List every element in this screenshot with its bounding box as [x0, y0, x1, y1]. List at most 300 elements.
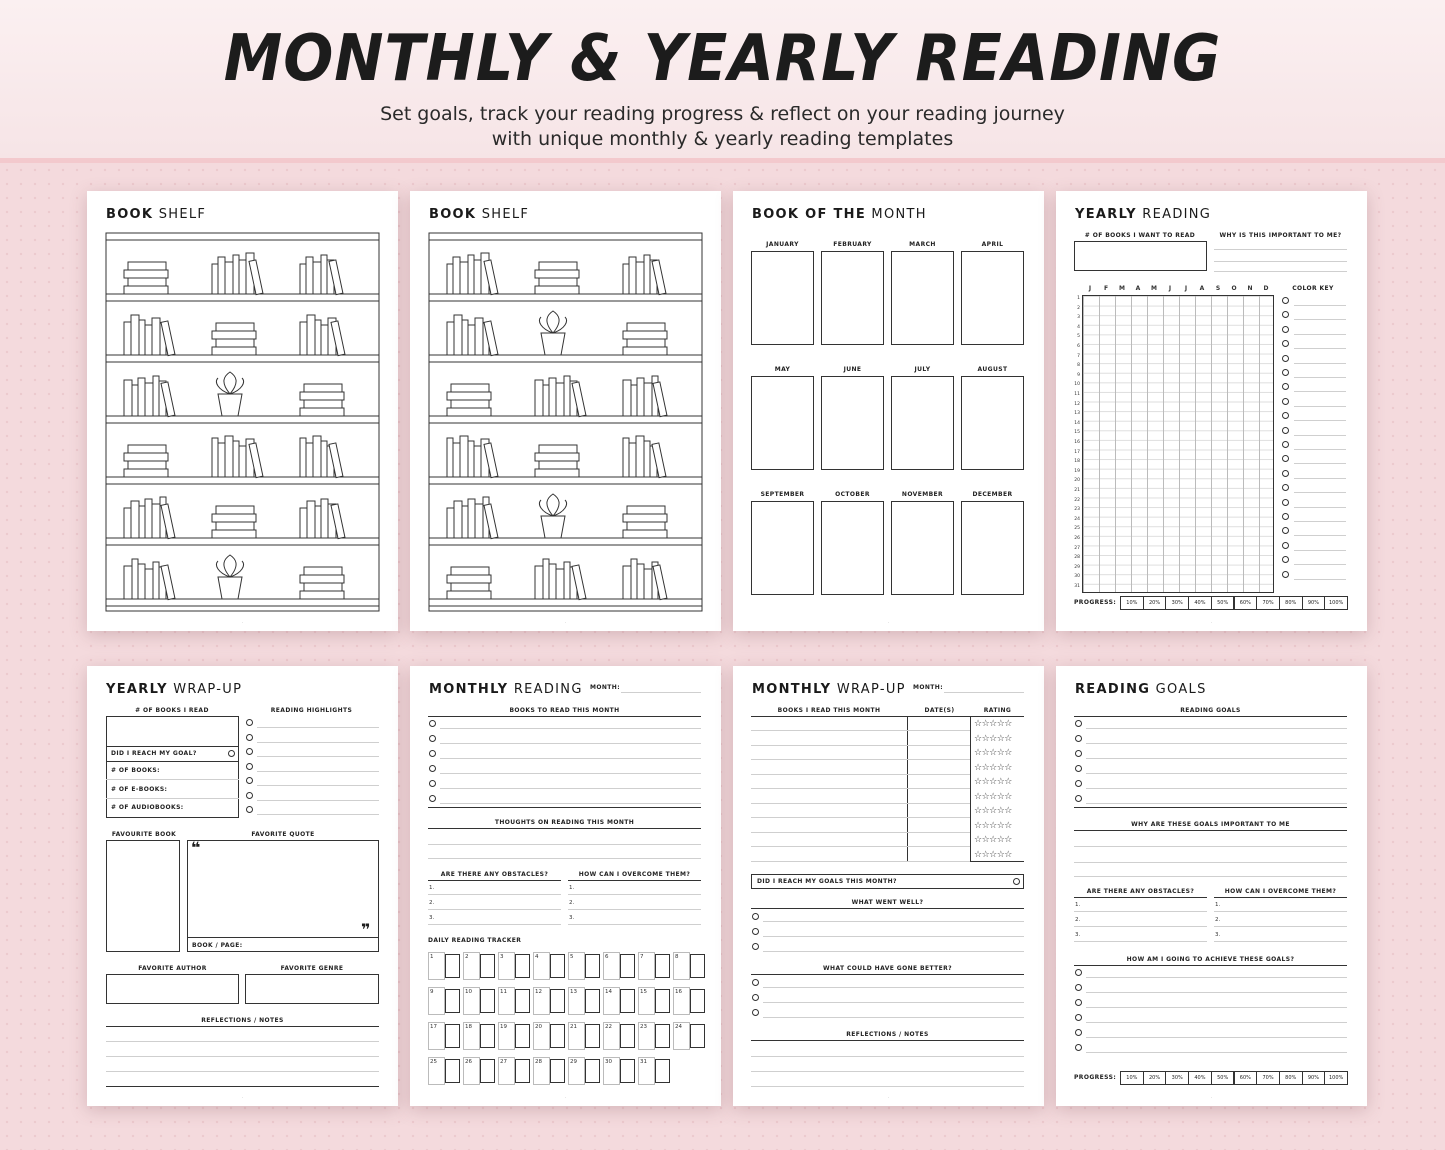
- day-box[interactable]: [515, 1024, 530, 1048]
- to-read-line[interactable]: [440, 773, 701, 774]
- book-row-line[interactable]: [751, 861, 970, 862]
- went-well-circle[interactable]: [752, 913, 759, 920]
- day-box[interactable]: [550, 1059, 565, 1083]
- color-key-circle[interactable]: [1282, 455, 1289, 462]
- book-spine: [564, 562, 570, 599]
- went-well-circle[interactable]: [752, 943, 759, 950]
- book-spine: [131, 315, 139, 355]
- color-key-circle[interactable]: [1282, 542, 1289, 549]
- highlight-line[interactable]: [257, 742, 379, 743]
- achieve-circle[interactable]: [1075, 1029, 1082, 1036]
- shelf-board: [429, 355, 702, 362]
- numbered-line[interactable]: [1214, 926, 1347, 927]
- progress-cell[interactable]: 60%: [1234, 596, 1258, 610]
- goal-circle[interactable]: [1075, 720, 1082, 727]
- goal-circle[interactable]: [1075, 780, 1082, 787]
- color-key-circle[interactable]: [1282, 571, 1289, 578]
- rating-stars-icon[interactable]: ☆☆☆☆☆: [974, 719, 1012, 729]
- goal-line[interactable]: [1086, 773, 1347, 774]
- color-key-circle[interactable]: [1282, 340, 1289, 347]
- book-spine: [475, 318, 483, 355]
- day-box[interactable]: [620, 1024, 635, 1048]
- went-well-circle[interactable]: [752, 928, 759, 935]
- stacked-book: [304, 567, 342, 575]
- rating-stars-icon[interactable]: ☆☆☆☆☆: [974, 820, 1012, 831]
- book-row-line[interactable]: [751, 846, 970, 847]
- book-spine: [454, 501, 462, 538]
- book-row-line[interactable]: [751, 817, 970, 818]
- progress-cell[interactable]: 70%: [1256, 1071, 1280, 1085]
- goal-line[interactable]: [1086, 788, 1347, 789]
- reflection-line[interactable]: [751, 1056, 1024, 1057]
- progress-cell[interactable]: 10%: [1120, 596, 1144, 610]
- highlight-line[interactable]: [257, 756, 379, 757]
- reflection-line[interactable]: [751, 1086, 1024, 1087]
- progress-cell[interactable]: 90%: [1302, 596, 1326, 610]
- numbered-line[interactable]: [1074, 941, 1207, 942]
- numbered-line[interactable]: [568, 909, 701, 910]
- progress-cell[interactable]: 60%: [1234, 1071, 1258, 1085]
- book-row-line[interactable]: [751, 730, 970, 731]
- subtitle: [0, 102, 1445, 152]
- fav-quote-box[interactable]: [187, 840, 379, 952]
- highlight-circle[interactable]: [246, 792, 253, 799]
- highlight-circle[interactable]: [246, 748, 253, 755]
- book-row-line[interactable]: [751, 774, 970, 775]
- highlight-line[interactable]: [257, 771, 379, 772]
- day-box[interactable]: [550, 954, 565, 978]
- day-number: 9: [430, 989, 434, 995]
- color-key-circle[interactable]: [1282, 311, 1289, 318]
- book-spine: [315, 320, 321, 355]
- color-key-line[interactable]: [1294, 406, 1346, 407]
- day-cell: [498, 952, 515, 980]
- color-key-line[interactable]: [1294, 377, 1346, 378]
- gone-better-line[interactable]: [763, 987, 1024, 988]
- book-spine: [474, 260, 481, 294]
- month-book-box[interactable]: [751, 251, 814, 345]
- day-number: 29: [1074, 564, 1080, 570]
- rating-stars-icon[interactable]: ☆☆☆☆☆: [974, 762, 1012, 773]
- goal-line[interactable]: [1086, 728, 1347, 729]
- achieve-line[interactable]: [1086, 1022, 1347, 1023]
- book-spine: [556, 383, 564, 416]
- day-cell: [638, 987, 655, 1015]
- stacked-book: [212, 514, 256, 522]
- day-box[interactable]: [585, 954, 600, 978]
- progress-cell[interactable]: 90%: [1302, 1071, 1326, 1085]
- achieve-line[interactable]: [1086, 977, 1347, 978]
- day-cell: [428, 1022, 445, 1050]
- numbered-line[interactable]: [568, 894, 701, 895]
- highlight-line[interactable]: [257, 800, 379, 801]
- day-box[interactable]: [480, 1024, 495, 1048]
- went-well-line[interactable]: [763, 921, 1024, 922]
- day-number: 8: [675, 954, 679, 960]
- divider: [428, 828, 701, 829]
- color-key-circle[interactable]: [1282, 470, 1289, 477]
- reflection-line[interactable]: [751, 1071, 1024, 1072]
- day-box[interactable]: [655, 1024, 670, 1048]
- rating-stars-icon[interactable]: ☆☆☆☆☆: [974, 748, 1012, 758]
- color-key-line[interactable]: [1294, 564, 1346, 565]
- bookshelf-illustration: [87, 191, 398, 631]
- numbered-line[interactable]: [428, 909, 561, 910]
- month-field[interactable]: [944, 692, 1024, 693]
- achieve-line[interactable]: [1086, 1007, 1347, 1008]
- to-read-label: BOOKS TO READ THIS MONTH: [509, 707, 620, 714]
- book-spine: [535, 566, 543, 599]
- month-book-box[interactable]: [821, 501, 884, 595]
- rating-stars-icon[interactable]: ☆☆☆☆☆: [974, 777, 1012, 787]
- rating-stars-icon[interactable]: ☆☆☆☆☆: [974, 791, 1012, 802]
- month-book-box[interactable]: [821, 376, 884, 470]
- day-cell: [603, 1057, 620, 1085]
- reflection-line[interactable]: [106, 1071, 379, 1072]
- day-number: 30: [1074, 574, 1080, 580]
- writing-line[interactable]: [1074, 876, 1347, 877]
- writing-line[interactable]: [1214, 261, 1347, 262]
- highlight-circle[interactable]: [246, 777, 253, 784]
- day-box[interactable]: [585, 1024, 600, 1048]
- highlight-circle[interactable]: [246, 763, 253, 770]
- writing-line[interactable]: [1074, 846, 1347, 847]
- fav-genre-label: FAVORITE GENRE: [280, 965, 344, 972]
- day-box[interactable]: [445, 954, 460, 978]
- achieve-circle[interactable]: [1075, 1014, 1082, 1021]
- color-key-line[interactable]: [1294, 348, 1346, 349]
- number-label: 1.: [1075, 902, 1081, 908]
- day-box[interactable]: [690, 954, 705, 978]
- day-cell: [603, 952, 620, 980]
- writing-line[interactable]: [106, 779, 239, 780]
- day-cell: [568, 952, 585, 980]
- writing-line[interactable]: [106, 798, 239, 799]
- day-box[interactable]: [515, 989, 530, 1013]
- gone-better-circle[interactable]: [752, 994, 759, 1001]
- achieve-line[interactable]: [1086, 992, 1347, 993]
- num-books-label: # OF BOOKS:: [111, 767, 160, 774]
- day-box[interactable]: [690, 1024, 705, 1048]
- goal-line[interactable]: [1086, 743, 1347, 744]
- book-spine: [321, 325, 328, 355]
- number-label: 1.: [429, 885, 435, 891]
- month-book-box[interactable]: [961, 251, 1024, 345]
- achieve-circle[interactable]: [1075, 984, 1082, 991]
- book-spine: [549, 378, 556, 416]
- day-cell: [638, 952, 655, 980]
- month-book-box[interactable]: [751, 376, 814, 470]
- day-cell: [603, 987, 620, 1015]
- book-spine: [644, 255, 650, 294]
- writing-line[interactable]: [1074, 862, 1347, 863]
- color-key-circle[interactable]: [1282, 383, 1289, 390]
- tracker-grid[interactable]: [1082, 295, 1274, 593]
- achieve-line[interactable]: [1086, 1037, 1347, 1038]
- numbered-line[interactable]: [428, 924, 561, 925]
- progress-cell[interactable]: 20%: [1143, 1071, 1167, 1085]
- books-goal-label: # OF BOOKS I WANT TO READ: [1084, 232, 1196, 239]
- day-number: 2: [465, 954, 469, 960]
- to-read-line[interactable]: [440, 788, 701, 789]
- highlight-circle[interactable]: [246, 734, 253, 741]
- day-number: 21: [570, 1024, 577, 1030]
- goal-circle[interactable]: [1075, 795, 1082, 802]
- footer-mark: ·: [1210, 620, 1213, 625]
- color-key-line[interactable]: [1294, 507, 1346, 508]
- day-box[interactable]: [550, 989, 565, 1013]
- to-read-circle[interactable]: [429, 750, 436, 757]
- progress-cell[interactable]: 70%: [1256, 596, 1280, 610]
- to-read-circle[interactable]: [429, 735, 436, 742]
- day-box[interactable]: [445, 989, 460, 1013]
- day-cell: [498, 1022, 515, 1050]
- page-title: BOOK OF THE MONTH: [752, 207, 927, 222]
- day-box[interactable]: [620, 989, 635, 1013]
- progress-cell[interactable]: 30%: [1165, 1071, 1189, 1085]
- day-box[interactable]: [655, 989, 670, 1013]
- day-box[interactable]: [445, 1059, 460, 1083]
- book-spine: [124, 380, 132, 416]
- color-key-line[interactable]: [1294, 492, 1346, 493]
- writing-line[interactable]: [1214, 249, 1347, 250]
- book-spine: [153, 562, 159, 599]
- month-label: DECEMBER: [972, 491, 1013, 498]
- to-read-circle[interactable]: [429, 795, 436, 802]
- day-cell: [428, 987, 445, 1015]
- goal-circle[interactable]: [1075, 735, 1082, 742]
- highlights-label: READING HIGHLIGHTS: [270, 707, 353, 714]
- day-cell: [463, 1057, 480, 1085]
- writing-line[interactable]: [428, 858, 701, 859]
- monthly-reading-page: [410, 666, 721, 1106]
- day-box[interactable]: [620, 1059, 635, 1083]
- color-key-circle[interactable]: [1282, 355, 1289, 362]
- gone-better-circle[interactable]: [752, 1009, 759, 1016]
- color-key-circle[interactable]: [1282, 326, 1289, 333]
- writing-line[interactable]: [1214, 271, 1347, 272]
- day-number: 1: [1077, 296, 1080, 301]
- shelf-group: [429, 233, 702, 611]
- day-box[interactable]: [690, 989, 705, 1013]
- color-key-line[interactable]: [1294, 319, 1346, 320]
- highlight-line[interactable]: [257, 727, 379, 728]
- rating-stars-icon[interactable]: ☆☆☆☆☆: [974, 733, 1012, 744]
- day-box[interactable]: [550, 1024, 565, 1048]
- stacked-book: [627, 339, 665, 347]
- color-key-line[interactable]: [1294, 535, 1346, 536]
- numbered-line[interactable]: [1074, 911, 1207, 912]
- progress-cell[interactable]: 30%: [1165, 596, 1189, 610]
- color-key-line[interactable]: [1294, 550, 1346, 551]
- book-spine: [307, 501, 315, 538]
- numbered-line[interactable]: [568, 924, 701, 925]
- color-key-line[interactable]: [1294, 435, 1346, 436]
- stacked-book: [216, 323, 254, 331]
- color-key-line[interactable]: [1294, 420, 1346, 421]
- progress-cell[interactable]: 40%: [1188, 596, 1212, 610]
- day-box[interactable]: [445, 1024, 460, 1048]
- book-spine: [468, 441, 474, 477]
- book-row-line[interactable]: [751, 803, 970, 804]
- to-read-line[interactable]: [440, 728, 701, 729]
- fav-genre-box[interactable]: [245, 974, 379, 1004]
- book-row-line[interactable]: [751, 745, 970, 746]
- divider: [106, 746, 239, 747]
- shelf-board: [106, 233, 379, 240]
- to-read-line[interactable]: [440, 743, 701, 744]
- book-row-line[interactable]: [751, 759, 970, 760]
- footer-mark: ·: [241, 1095, 244, 1100]
- day-box[interactable]: [480, 954, 495, 978]
- rating-stars-icon[interactable]: ☆☆☆☆☆: [974, 806, 1012, 816]
- day-box[interactable]: [480, 989, 495, 1013]
- color-key-circle[interactable]: [1282, 513, 1289, 520]
- gone-better-line[interactable]: [763, 1017, 1024, 1018]
- book-spine: [239, 260, 246, 294]
- highlight-circle[interactable]: [246, 719, 253, 726]
- progress-cell[interactable]: 50%: [1211, 1071, 1235, 1085]
- book-row-line[interactable]: [751, 832, 970, 833]
- numbered-line[interactable]: [1214, 941, 1347, 942]
- to-read-line[interactable]: [440, 758, 701, 759]
- rating-stars-icon[interactable]: ☆☆☆☆☆: [974, 835, 1012, 845]
- month-book-box[interactable]: [961, 501, 1024, 595]
- color-key-line[interactable]: [1294, 478, 1346, 479]
- stacked-book: [124, 270, 168, 278]
- progress-cell[interactable]: 80%: [1279, 1071, 1303, 1085]
- month-book-box[interactable]: [891, 251, 954, 345]
- progress-cell[interactable]: 100%: [1324, 1071, 1348, 1085]
- fav-author-box[interactable]: [106, 974, 239, 1004]
- month-book-box[interactable]: [891, 501, 954, 595]
- day-box[interactable]: [515, 1059, 530, 1083]
- obstacles-label: ARE THERE ANY OBSTACLES?: [1086, 888, 1195, 895]
- went-well-line[interactable]: [763, 951, 1024, 952]
- highlight-line[interactable]: [257, 785, 379, 786]
- bookshelf-page-2: [410, 191, 721, 631]
- month-book-box[interactable]: [751, 501, 814, 595]
- day-box[interactable]: [655, 954, 670, 978]
- books-goal-box[interactable]: [1074, 241, 1207, 271]
- book-spine: [300, 264, 306, 294]
- month-initial: J: [1088, 285, 1092, 292]
- day-number: 5: [1077, 334, 1080, 340]
- color-key-line[interactable]: [1294, 334, 1346, 335]
- highlight-circle[interactable]: [246, 806, 253, 813]
- book-spine: [225, 262, 233, 294]
- month-field[interactable]: [621, 692, 701, 693]
- numbered-line[interactable]: [1074, 926, 1207, 927]
- day-box[interactable]: [585, 1059, 600, 1083]
- day-box[interactable]: [585, 989, 600, 1013]
- achieve-circle[interactable]: [1075, 999, 1082, 1006]
- month-book-box[interactable]: [961, 376, 1024, 470]
- progress-cell[interactable]: 10%: [1120, 1071, 1144, 1085]
- color-key-circle[interactable]: [1282, 441, 1289, 448]
- color-key-circle[interactable]: [1282, 398, 1289, 405]
- yearly-reading-page: [1056, 191, 1367, 631]
- color-key-circle[interactable]: [1282, 297, 1289, 304]
- color-key-circle[interactable]: [1282, 369, 1289, 376]
- color-key-circle[interactable]: [1282, 484, 1289, 491]
- numbered-line[interactable]: [428, 894, 561, 895]
- book-spine: [644, 569, 652, 599]
- number-label: 3.: [1075, 932, 1081, 938]
- to-read-circle[interactable]: [429, 780, 436, 787]
- footer-mark: ·: [887, 1095, 890, 1100]
- color-key-line[interactable]: [1294, 305, 1346, 306]
- month-book-box[interactable]: [891, 376, 954, 470]
- day-cell: [673, 952, 690, 980]
- goal-circle[interactable]: [1075, 765, 1082, 772]
- color-key-circle[interactable]: [1282, 556, 1289, 563]
- day-box[interactable]: [480, 1059, 495, 1083]
- reflection-line[interactable]: [106, 1056, 379, 1057]
- month-label: JULY: [914, 366, 931, 373]
- goal-circle[interactable]: [1075, 750, 1082, 757]
- progress-cell[interactable]: 80%: [1279, 596, 1303, 610]
- to-read-circle[interactable]: [429, 765, 436, 772]
- color-key-circle[interactable]: [1282, 427, 1289, 434]
- color-key-line[interactable]: [1294, 391, 1346, 392]
- book-spine: [315, 506, 321, 538]
- progress-cell[interactable]: 50%: [1211, 596, 1235, 610]
- rating-stars-icon[interactable]: ☆☆☆☆☆: [974, 849, 1012, 860]
- highlight-line[interactable]: [257, 814, 379, 815]
- color-key-circle[interactable]: [1282, 412, 1289, 419]
- reach-goal-checkbox[interactable]: [228, 750, 235, 757]
- writing-line[interactable]: [428, 844, 701, 845]
- color-key-line[interactable]: [1294, 579, 1346, 580]
- reach-goals-checkbox[interactable]: [1013, 878, 1020, 885]
- month-book-box[interactable]: [821, 251, 884, 345]
- fav-book-box[interactable]: [106, 840, 180, 952]
- color-key-line[interactable]: [1294, 449, 1346, 450]
- gone-better-circle[interactable]: [752, 979, 759, 986]
- day-number: 15: [640, 989, 647, 995]
- color-key-line[interactable]: [1294, 463, 1346, 464]
- book-spine: [124, 322, 131, 355]
- stacked-book: [535, 453, 579, 461]
- progress-cell[interactable]: 20%: [1143, 596, 1167, 610]
- color-key-line[interactable]: [1294, 363, 1346, 364]
- goal-line[interactable]: [1086, 758, 1347, 759]
- color-key-circle[interactable]: [1282, 499, 1289, 506]
- progress-cell[interactable]: 100%: [1324, 596, 1348, 610]
- goal-line[interactable]: [1086, 803, 1347, 804]
- day-box[interactable]: [620, 954, 635, 978]
- achieve-circle[interactable]: [1075, 969, 1082, 976]
- to-read-circle[interactable]: [429, 720, 436, 727]
- day-number: 11: [500, 989, 507, 995]
- color-key-line[interactable]: [1294, 521, 1346, 522]
- progress-cell[interactable]: 40%: [1188, 1071, 1212, 1085]
- day-box[interactable]: [515, 954, 530, 978]
- went-well-line[interactable]: [763, 936, 1024, 937]
- to-read-line[interactable]: [440, 803, 701, 804]
- shelf-board: [429, 416, 702, 423]
- gone-better-line[interactable]: [763, 1002, 1024, 1003]
- book-row-line[interactable]: [751, 788, 970, 789]
- day-box[interactable]: [655, 1059, 670, 1083]
- reflection-line[interactable]: [106, 1041, 379, 1042]
- book-spine: [124, 508, 131, 538]
- numbered-line[interactable]: [1214, 911, 1347, 912]
- achieve-line[interactable]: [1086, 1052, 1347, 1053]
- achieve-circle[interactable]: [1075, 1044, 1082, 1051]
- color-key-circle[interactable]: [1282, 527, 1289, 534]
